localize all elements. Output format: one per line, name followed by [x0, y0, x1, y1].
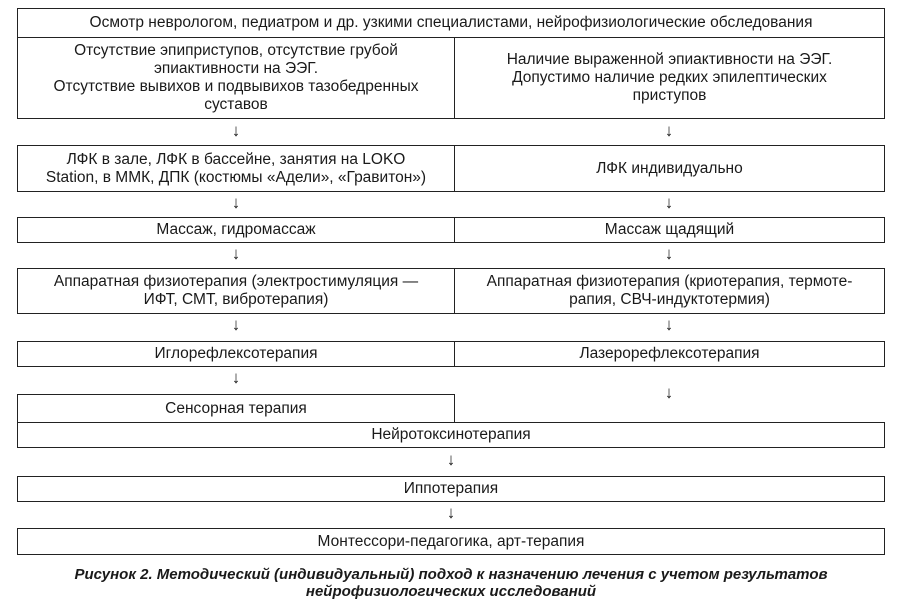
box-neuro-exam-text: Осмотр неврологом, педиатром и др. узкими специалистами, нейрофизиологические обследования: [89, 14, 813, 31]
hippotherapy-text: Иппотерапия: [403, 480, 499, 497]
arrow-left-5: ↓: [231, 368, 241, 387]
box-hippotherapy: [17, 476, 885, 502]
right-condition-line-3: приступов: [632, 87, 707, 104]
box-right-lfk: [454, 145, 885, 192]
caption-line-2: нейрофизиологических исследований: [305, 583, 597, 600]
arrow-center-1: ↓: [446, 450, 456, 469]
montessori-text: Монтессори-педагогика, арт-терапия: [317, 532, 585, 550]
left-lfk-line-1: ЛФК в зале, ЛФК в бассейне, занятия на LOKO: [66, 150, 406, 168]
arrow-left-4: ↓: [231, 315, 241, 334]
box-neuro-exam: [17, 8, 885, 38]
arrow-left-3: ↓: [231, 244, 241, 263]
arrow-left-2: ↓: [231, 193, 241, 212]
arrow-right-5: ↓: [664, 383, 674, 402]
box-left-condition: [17, 37, 455, 119]
arrow-center-2: ↓: [446, 503, 456, 522]
box-montessori: [17, 528, 885, 555]
box-right-reflex: [454, 341, 885, 367]
arrow-left-1: ↓: [231, 121, 241, 140]
box-left-reflex: [17, 341, 455, 367]
left-physio-line-1: Аппаратная физиотерапия (электростимуляция —: [53, 273, 419, 290]
right-lfk-text: ЛФК индивидуально: [596, 159, 743, 177]
left-condition-line-4: суставов: [204, 96, 268, 113]
arrow-right-2: ↓: [664, 193, 674, 212]
right-reflex-text: Лазерорефлексотерапия: [579, 345, 760, 362]
right-massage-text: Массаж щадящий: [604, 221, 735, 238]
neurotoxin-text: Нейротоксинотерапия: [371, 426, 531, 443]
right-physio-line-1: Аппаратная физиотерапия (криотерапия, термоте-: [486, 273, 853, 290]
arrow-right-4: ↓: [664, 315, 674, 334]
right-physio-line-2: рапия, СВЧ-индуктотермия): [569, 291, 770, 308]
left-sensory-text: Сенсорная терапия: [165, 399, 307, 417]
box-left-sensory: [17, 394, 455, 423]
box-right-physio: [454, 268, 885, 314]
left-massage-text: Массаж, гидромассаж: [156, 221, 316, 238]
arrow-right-1: ↓: [664, 121, 674, 140]
left-condition-line-2: эпиактивности на ЭЭГ.: [153, 60, 319, 77]
left-condition-line-3: Отсутствие вывихов и подвывихов тазобедренных: [53, 78, 419, 95]
box-left-lfk: [17, 145, 455, 192]
box-right-condition: [454, 37, 885, 119]
box-left-physio: [17, 268, 455, 314]
left-condition-line-1: Отсутствие эпиприступов, отсутствие грубой: [74, 42, 398, 59]
right-condition-line-2: Допустимо наличие редких эпилептических: [512, 69, 827, 86]
caption-line-1: Рисунок 2. Методический (индивидуальный) подход к назначению лечения с учетом результатов: [74, 566, 828, 583]
box-left-massage: [17, 217, 455, 243]
left-lfk-line-2: Station, в ММК, ДПК (костюмы «Адели», «Гравитон»): [45, 168, 427, 186]
right-condition-line-1: Наличие выраженной эпиактивности на ЭЭГ.: [506, 51, 833, 68]
box-neurotoxin: [17, 422, 885, 448]
left-physio-line-2: ИФТ, СМТ, вибротерапия): [143, 291, 329, 308]
box-right-massage: [454, 217, 885, 243]
left-reflex-text: Иглорефлексотерапия: [154, 345, 318, 362]
arrow-right-3: ↓: [664, 244, 674, 263]
figure-caption: [0, 566, 902, 600]
